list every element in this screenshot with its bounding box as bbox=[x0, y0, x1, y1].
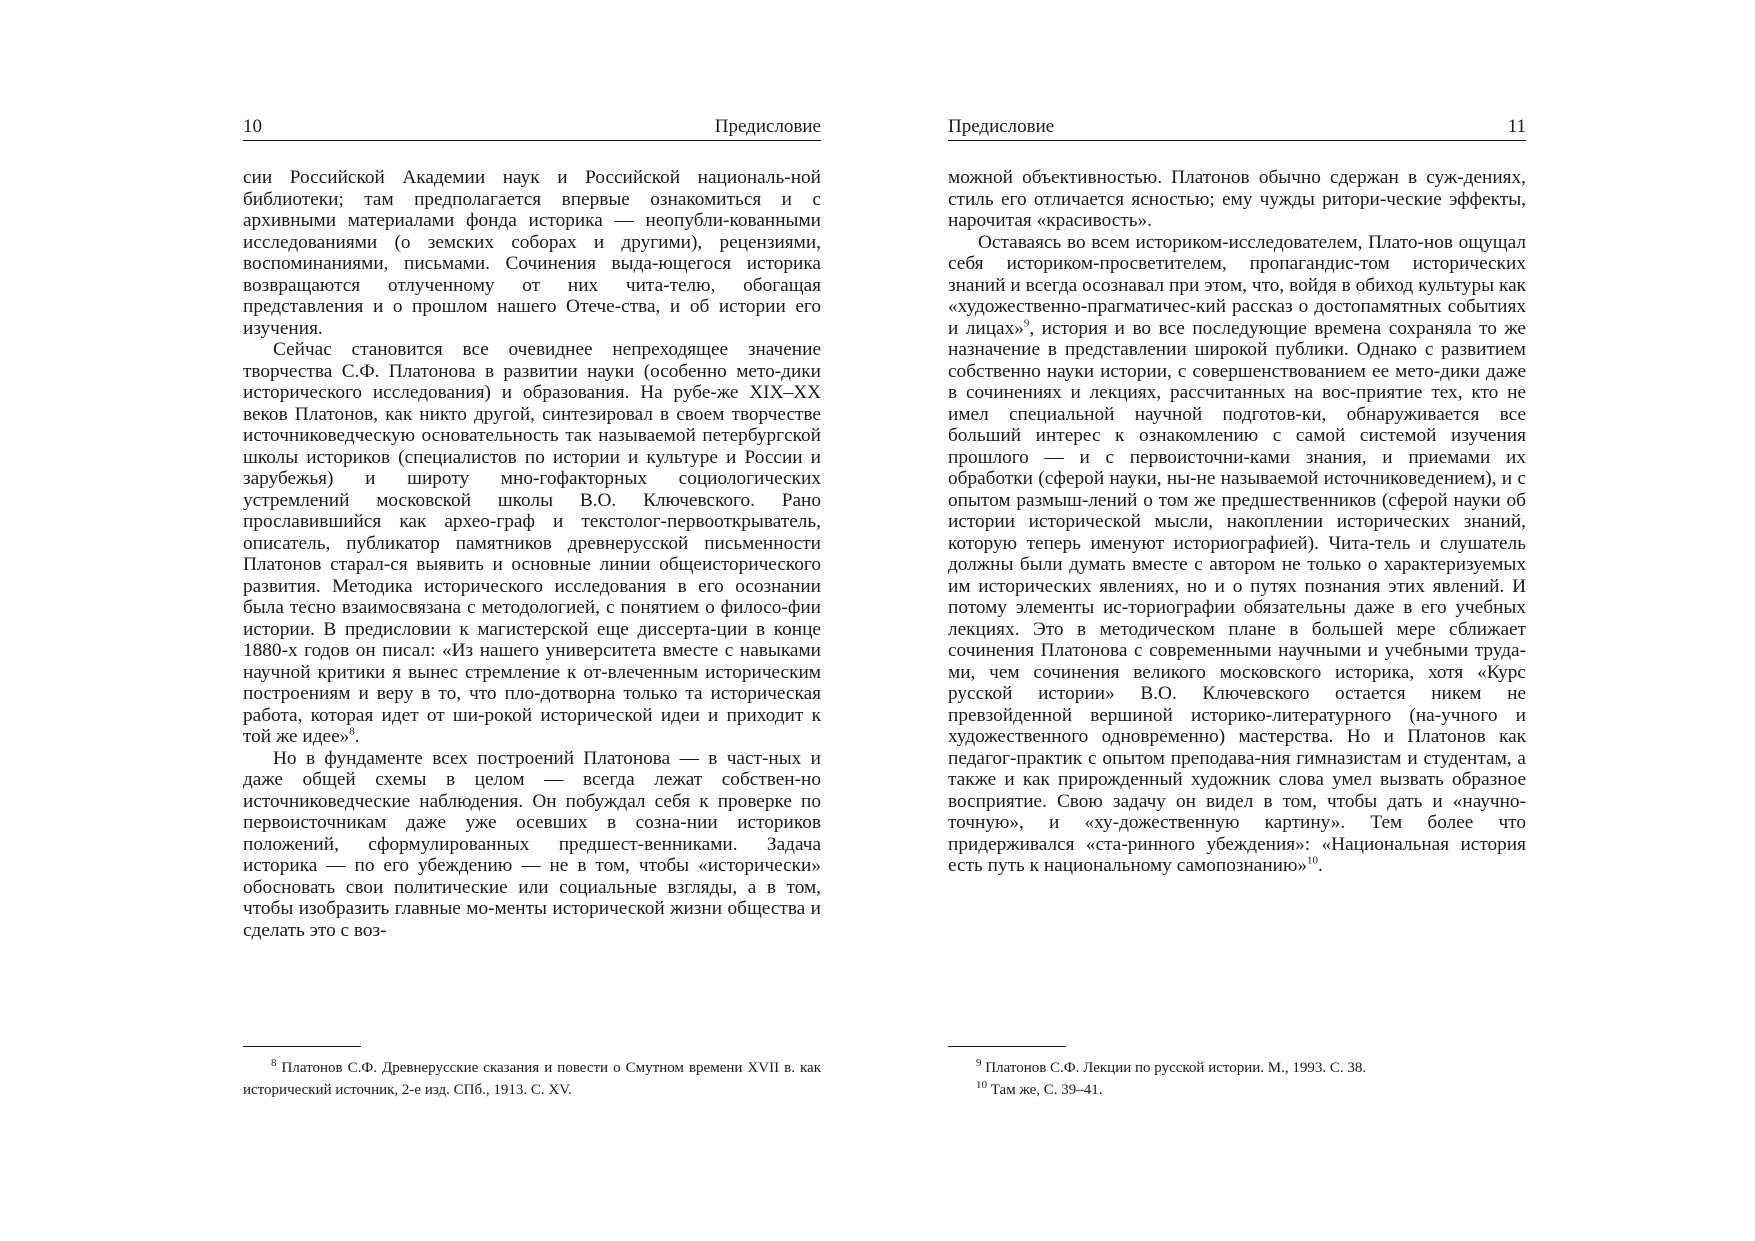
footnotes-left bbox=[243, 1057, 821, 1101]
paragraph: Оставаясь во всем историком-исследователем, Плато-нов ощущал себя историком-просветителем, пропагандис-том исторических знаний и всегда осознавал при этом, что, войдя в обиход культуры как «художественно-прагматичес-кий рассказ о достопамятных событиях и лицах»$^9$, история и во все последующие времена сохраняла то же назначение в представлении широкой публики. Однако с развитием собственно науки истории, с совершенствованием ее мето-дики даже в сочинениях и лекциях, рассчитанных на вос-приятие тех, кто не имел специальной научной подготов-ки, обнаруживается все больший интерес к ознакомлению с самой системой изучения прошлого — и с первоисточни-ками знания, и приемами их обработки (сферой науки, ны-не называемой источниковедением), и с опытом размыш-лений о том же предшественников (сферой науки об истории исторической мысли, накоплении исторических знаний, которую теперь именуют историографией). Чита-тель и слушатель должны были думать вместе с автором не только о характеризуемых им исторических явлениях, но и о путях познания этих явлений. И потому элементы ис-ториографии обязательны даже в его учебных лекциях. Это в методическом плане в большей мере сближает сочинения Платонова с современными научными и учебными труда-ми, чем сочинения великого московского историка, хотя «Курс русской истории» В.О. Ключевского остается никем не превзойденной вершиной историко-литературного (на-учного и художественного одновременно) мастерства. Но и Платонов как педагог-практик с опытом преподава-ния гимназистам и студентам, а также и как прирожденный художник слова умел вызвать образное восприятие. Свою задачу он видел в том, чтобы дать и «научно-точную», и «ху-дожественную картину». Тем более что придерживался «ста-ринного убеждения»: «Национальная история есть путь к национальному самопознанию»$^{10}$. bbox=[948, 231, 1526, 876]
running-head-right bbox=[948, 114, 1526, 141]
page-number: 10 bbox=[243, 116, 262, 137]
footnote-ref[interactable]: 10 bbox=[1307, 854, 1319, 867]
footnote: $^{10}$ Там же, С. 39–41. bbox=[976, 1079, 1103, 1098]
footnote-ref[interactable]: 9 bbox=[1023, 317, 1030, 330]
page-number: 11 bbox=[1507, 116, 1526, 137]
footnote: $^9$ Платонов С.Ф. Лекции по русской истории. М., 1993. С. 38. bbox=[976, 1057, 1367, 1076]
footnote: $^8$ Платонов С.Ф. Древнерусские сказания и повести о Смутном времени XVII в. как исторический источник, 2-е изд. СПб., 1913. С. XV. bbox=[243, 1057, 821, 1098]
body-text-left bbox=[243, 167, 821, 941]
paragraph: Сейчас становится все очевиднее непреходящее значение творчества С.Ф. Платонова в развитии науки (особенно мето-дики исторического исследования) и образования. На рубе-же XIX–XX веков Платонов, как никто другой, синтезировал в своем творчестве источниковедческую основательность так называемой петербургской школы историков (специалистов по истории и культуре и России и зарубежья) и широту мно-гофакторных социологических устремлений московской школы В.О. Ключевского. Рано прославившийся как архео-граф и текстолог-первооткрыватель, описатель, публикатор памятников древнерусской письменности Платонов старал-ся выявить и основные линии общеисторического развития. Методика исторического исследования в его осознании была тесно взаимосвязана с методологией, с понятием о филосо-фии истории. В предисловии к магистерской еще диссерта-ции в конце 1880-х годов он писал: «Из нашего университета вместе с навыками научной критики я вынес стремление к от-влеченным историческим построениям и веру в то, что пло-дотворна только та историческая работа, которая идет от ши-рокой исторической идеи и приходит к той же идее»$^8$. bbox=[243, 339, 821, 747]
footnote-divider bbox=[243, 1046, 361, 1047]
running-title: Предисловие bbox=[948, 116, 1055, 137]
running-head-left bbox=[243, 114, 821, 141]
footnotes-right bbox=[948, 1057, 1526, 1101]
running-title: Предисловие bbox=[714, 116, 821, 137]
body-text-right bbox=[948, 167, 1526, 877]
footnote-divider bbox=[948, 1046, 1066, 1047]
paragraph: Но в фундаменте всех построений Платонова — в част-ных и даже общей схемы в целом — всегда лежат собствен-но источниковедческие наблюдения. Он побуждал себя к проверке по первоисточникам даже уже осевших в созна-нии историков положений, сформулированных предшест-венниками. Задача историка — по его убеждению — не в том, чтобы «исторически» обосновать свои политические или социальные взгляды, а в том, чтобы изобразить главные мо-менты исторической жизни общества и сделать это с воз- bbox=[243, 747, 821, 941]
paragraph: сии Российской Академии наук и Российской националь-ной библиотеки; там предполагается впервые ознакомиться и с архивными материалами фонда историка — неопубли-кованными исследованиями (о земских соборах и другими), рецензиями, воспоминаниями, письмами. Сочинения выда-ющегося историка возвращаются отлученному от них чита-телю, обогащая представления и о прошлом нашего Отече-ства, и об истории его изучения. bbox=[243, 167, 821, 339]
footnote-ref[interactable]: 8 bbox=[349, 725, 355, 738]
paragraph: можной объективностью. Платонов обычно сдержан в суж-дениях, стиль его отличается ясностью; ему чужды ритори-ческие эффекты, нарочитая «красивость». bbox=[948, 167, 1526, 231]
